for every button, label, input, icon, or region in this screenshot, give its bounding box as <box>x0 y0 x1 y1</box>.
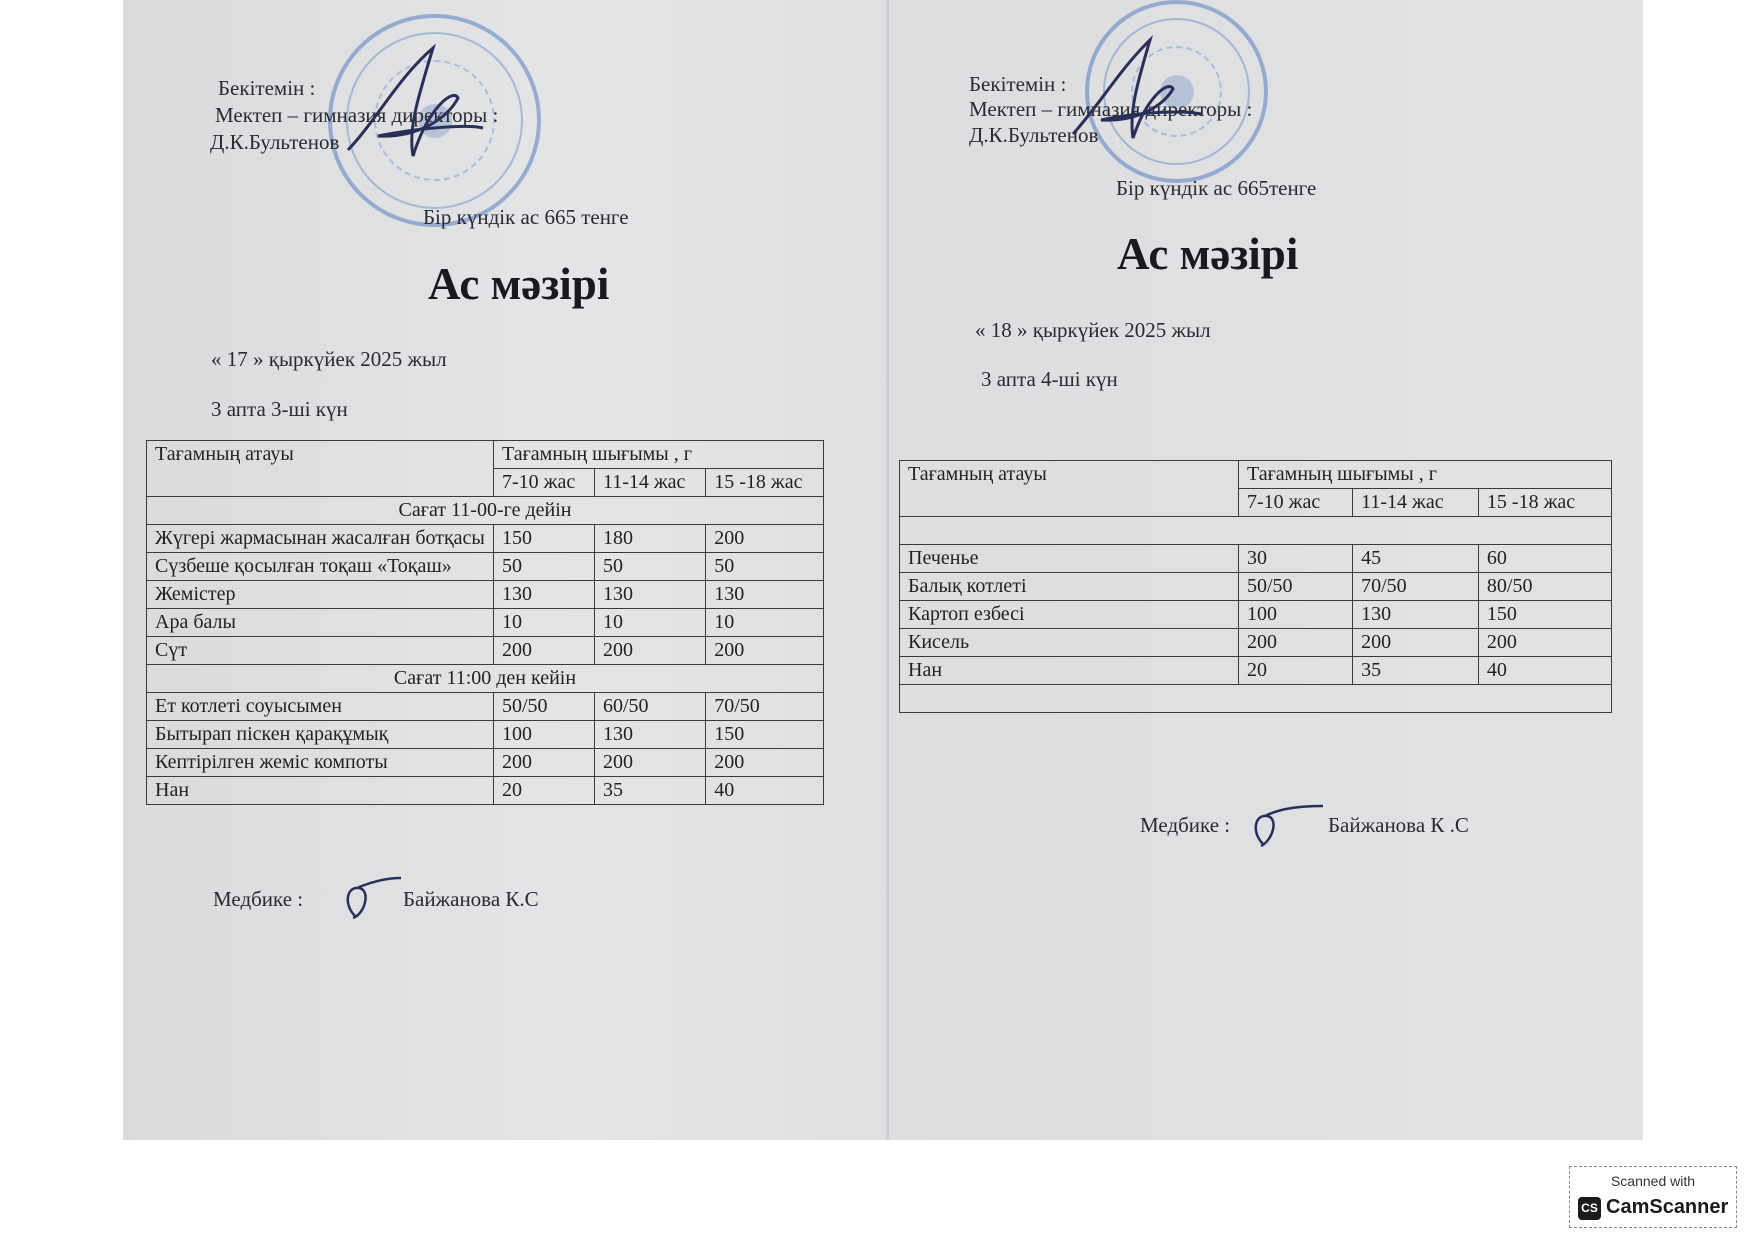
value-15-18: 200 <box>1478 629 1611 657</box>
value-11-14: 10 <box>594 609 705 637</box>
value-7-10: 10 <box>494 609 595 637</box>
value-11-14: 70/50 <box>1353 573 1479 601</box>
value-15-18: 70/50 <box>706 693 824 721</box>
section-row <box>147 665 824 693</box>
approve-position: Мектеп – гимназия директоры : <box>215 103 499 127</box>
value-15-18: 10 <box>706 609 824 637</box>
approve-director-name: Д.К.Бультенов <box>969 123 1099 147</box>
dish-name: Сүзбеше қосылған тоқаш «Тоқаш» <box>147 553 494 581</box>
menu-week-day: 3 апта 4-ші күн <box>981 367 1118 391</box>
table-row <box>147 581 824 609</box>
value-11-14: 130 <box>594 581 705 609</box>
table-row <box>147 749 824 777</box>
approve-label: Бекітемін : <box>218 76 316 100</box>
table-header-row <box>900 461 1612 489</box>
table-row <box>147 525 824 553</box>
value-11-14: 200 <box>594 637 705 665</box>
table-row <box>147 777 824 805</box>
value-11-14: 45 <box>1353 545 1479 573</box>
table-row <box>900 573 1612 601</box>
table-header-row <box>147 441 824 469</box>
daily-price: Бір күндік ас 665 тенге <box>423 205 629 229</box>
menu-page-left <box>123 0 885 1140</box>
camscanner-name: CamScanner <box>1606 1196 1729 1218</box>
value-7-10: 50/50 <box>1239 573 1353 601</box>
dish-name: Нан <box>900 657 1239 685</box>
nurse-label: Медбике : <box>213 887 304 911</box>
nurse-signature <box>1245 800 1325 850</box>
empty-row <box>900 517 1612 545</box>
menu-table <box>899 460 1612 713</box>
value-7-10: 130 <box>494 581 595 609</box>
header-output: Тағамның шығымы , г <box>1239 461 1612 489</box>
value-11-14: 50 <box>594 553 705 581</box>
approve-director-name: Д.К.Бультенов <box>210 130 340 154</box>
header-age-15-18: 15 -18 жас <box>1478 489 1611 517</box>
table-row <box>900 545 1612 573</box>
value-15-18: 200 <box>706 749 824 777</box>
dish-name: Картоп езбесі <box>900 601 1239 629</box>
dish-name: Бытырап піскен қарақұмық <box>147 721 494 749</box>
value-11-14: 130 <box>594 721 705 749</box>
menu-table <box>146 440 824 805</box>
scanned-with-text: Scanned with <box>1610 1173 1696 1189</box>
dish-name: Печенье <box>900 545 1239 573</box>
value-15-18: 200 <box>706 525 824 553</box>
dish-name: Сүт <box>147 637 494 665</box>
value-7-10: 200 <box>494 749 595 777</box>
value-11-14: 200 <box>1353 629 1479 657</box>
table-row <box>147 553 824 581</box>
approve-position: Мектеп – гимназия директоры : <box>969 97 1253 121</box>
director-signature <box>338 38 488 168</box>
header-dish-name: Тағамның атауы <box>900 461 1239 517</box>
table-row <box>147 693 824 721</box>
value-7-10: 20 <box>494 777 595 805</box>
value-7-10: 200 <box>1239 629 1353 657</box>
daily-price: Бір күндік ас 665тенге <box>1116 176 1317 200</box>
menu-title: Ас мәзірі <box>428 259 610 309</box>
value-7-10: 50/50 <box>494 693 595 721</box>
dish-name: Кептірілген жеміс компоты <box>147 749 494 777</box>
value-11-14: 35 <box>1353 657 1479 685</box>
table-row <box>147 637 824 665</box>
value-15-18: 40 <box>706 777 824 805</box>
value-7-10: 200 <box>494 637 595 665</box>
value-15-18: 150 <box>706 721 824 749</box>
value-7-10: 100 <box>1239 601 1353 629</box>
dish-name: Балық котлеті <box>900 573 1239 601</box>
nurse-name: Байжанова К.С <box>403 887 539 911</box>
dish-name: Жүгері жармасынан жасалған ботқасы <box>147 525 494 553</box>
approve-label: Бекітемін : <box>969 72 1067 96</box>
camscanner-badge <box>1569 1166 1737 1228</box>
nurse-name: Байжанова К .С <box>1328 813 1469 837</box>
value-11-14: 200 <box>594 749 705 777</box>
value-7-10: 30 <box>1239 545 1353 573</box>
value-7-10: 50 <box>494 553 595 581</box>
table-row <box>900 629 1612 657</box>
section-row <box>147 497 824 525</box>
value-11-14: 130 <box>1353 601 1479 629</box>
value-15-18: 200 <box>706 637 824 665</box>
table-row <box>900 657 1612 685</box>
header-age-7-10: 7-10 жас <box>494 469 595 497</box>
menu-page-right <box>889 0 1643 1140</box>
header-age-11-14: 11-14 жас <box>594 469 705 497</box>
value-15-18: 80/50 <box>1478 573 1611 601</box>
header-dish-name: Тағамның атауы <box>147 441 494 497</box>
value-11-14: 180 <box>594 525 705 553</box>
menu-week-day: 3 апта 3-ші күн <box>211 397 348 421</box>
table-row <box>900 601 1612 629</box>
header-age-15-18: 15 -18 жас <box>706 469 824 497</box>
value-7-10: 20 <box>1239 657 1353 685</box>
empty-row <box>900 685 1612 713</box>
menu-date: « 17 » қыркүйек 2025 жыл <box>211 347 447 371</box>
value-11-14: 60/50 <box>594 693 705 721</box>
section-after-11: Сағат 11:00 ден кейін <box>147 665 824 693</box>
value-15-18: 150 <box>1478 601 1611 629</box>
director-signature <box>1065 34 1205 144</box>
value-15-18: 130 <box>706 581 824 609</box>
camscanner-logo-icon: CS <box>1578 1197 1601 1220</box>
dish-name: Жемістер <box>147 581 494 609</box>
dish-name: Ара балы <box>147 609 494 637</box>
header-age-7-10: 7-10 жас <box>1239 489 1353 517</box>
dish-name: Нан <box>147 777 494 805</box>
table-row <box>147 609 824 637</box>
nurse-signature <box>335 874 405 924</box>
value-15-18: 50 <box>706 553 824 581</box>
table-row <box>147 721 824 749</box>
nurse-label: Медбике : <box>1140 813 1231 837</box>
value-15-18: 40 <box>1478 657 1611 685</box>
menu-date: « 18 » қыркүйек 2025 жыл <box>975 318 1211 342</box>
header-output: Тағамның шығымы , г <box>494 441 824 469</box>
value-15-18: 60 <box>1478 545 1611 573</box>
value-7-10: 150 <box>494 525 595 553</box>
header-age-11-14: 11-14 жас <box>1353 489 1479 517</box>
dish-name: Ет котлеті соуысымен <box>147 693 494 721</box>
value-11-14: 35 <box>594 777 705 805</box>
section-before-11: Сағат 11-00-ге дейін <box>147 497 824 525</box>
value-7-10: 100 <box>494 721 595 749</box>
menu-title: Ас мәзірі <box>1117 229 1299 279</box>
dish-name: Кисель <box>900 629 1239 657</box>
